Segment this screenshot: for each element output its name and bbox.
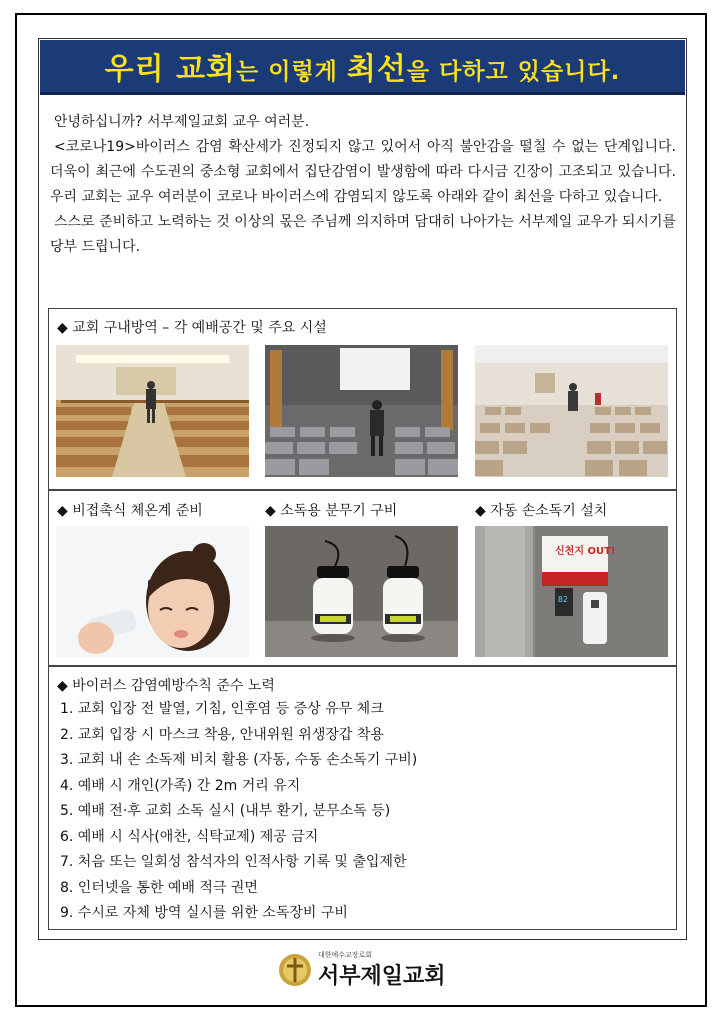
- sanitizer-heading: ◆ 자동 손소독기 설치: [475, 503, 608, 519]
- rule-item: 6. 예배 시 식사(애찬, 식탁교제) 제공 금지: [60, 828, 319, 845]
- rule-item: 8. 인터넷을 통한 예배 적극 권면: [60, 879, 258, 896]
- title-banner: [40, 40, 685, 95]
- intro-greeting: 안녕하십니까? 서부제일교회 교우 여러분.: [54, 114, 310, 130]
- rule-item: 5. 예배 전·후 교회 소독 실시 (내부 환기, 분무소독 등): [60, 803, 391, 819]
- denomination-label: 대한예수교장로회: [318, 951, 373, 959]
- banner-title-part2: 는 이렇게: [236, 59, 347, 85]
- rules-heading: ◆ 바이러스 감염예방수칙 준수 노력: [57, 678, 275, 694]
- church-name: 서부제일교회: [318, 963, 446, 989]
- hall-photo: [265, 345, 458, 477]
- intro-text: [50, 110, 676, 260]
- banner-title-part3: 최선: [346, 52, 407, 87]
- sprayer-photo: [265, 526, 458, 657]
- elevator-floor: B2: [558, 595, 568, 604]
- banner-title-part1: 우리 교회: [104, 52, 236, 87]
- chapel-photo: [56, 345, 249, 477]
- intro-paragraph-2: 스스로 준비하고 노력하는 것 이상의 몫은 주님께 의지하며 담대히 나아가는 서부제일 교우가 되시기를 당부 드립니다.: [50, 214, 676, 255]
- rule-item: 9. 수시로 자체 방역 실시를 위한 소독장비 구비: [60, 905, 348, 921]
- intro-paragraph-1: <코로나19>바이러스 감염 확산세가 진정되지 않고 있어서 아직 불안감을 떨칠 수 없는 단계입니다. 더욱이 최근에 수도권의 중소형 교회에서 집단감염이 발생함에 따라 다시금 긴장이 고조되고 있습니다. 우리 교회는 교우 여러분이 코로나 바이러스에 감염되지 않도록 아래와 같이 최선을 다하고 있습니다.: [50, 139, 676, 205]
- rule-item: 2. 교회 입장 시 마스크 착용, 안내위원 위생장갑 착용: [60, 726, 384, 743]
- sanitizer-photo: [475, 526, 668, 657]
- poster-title: 신천지 OUT!: [555, 546, 616, 557]
- banner-title-part4: 을 다하고 있습니다.: [406, 59, 621, 85]
- sprayer-heading: ◆ 소독용 분무기 구비: [265, 503, 398, 519]
- rules-list: [60, 697, 417, 927]
- rule-item: 3. 교회 내 손 소독제 비치 활용 (자동, 수동 손소독기 구비): [60, 752, 418, 768]
- thermometer-heading: ◆ 비접촉식 체온계 준비: [57, 503, 203, 519]
- room-photo: [475, 345, 668, 477]
- rule-item: 7. 처음 또는 일회성 참석자의 인적사항 기록 및 출입제한: [60, 854, 407, 870]
- banner-title: [105, 44, 621, 88]
- church-emblem-icon: [278, 953, 312, 987]
- disinfection-heading: ◆ 교회 구내방역 – 각 예배공간 및 주요 시설: [57, 320, 327, 336]
- rule-item: 1. 교회 입장 전 발열, 기침, 인후염 등 증상 유무 체크: [60, 701, 384, 717]
- thermometer-photo: [56, 526, 249, 657]
- rule-item: 4. 예배 시 개인(가족) 간 2m 거리 유지: [60, 777, 301, 794]
- church-logo: [278, 948, 446, 992]
